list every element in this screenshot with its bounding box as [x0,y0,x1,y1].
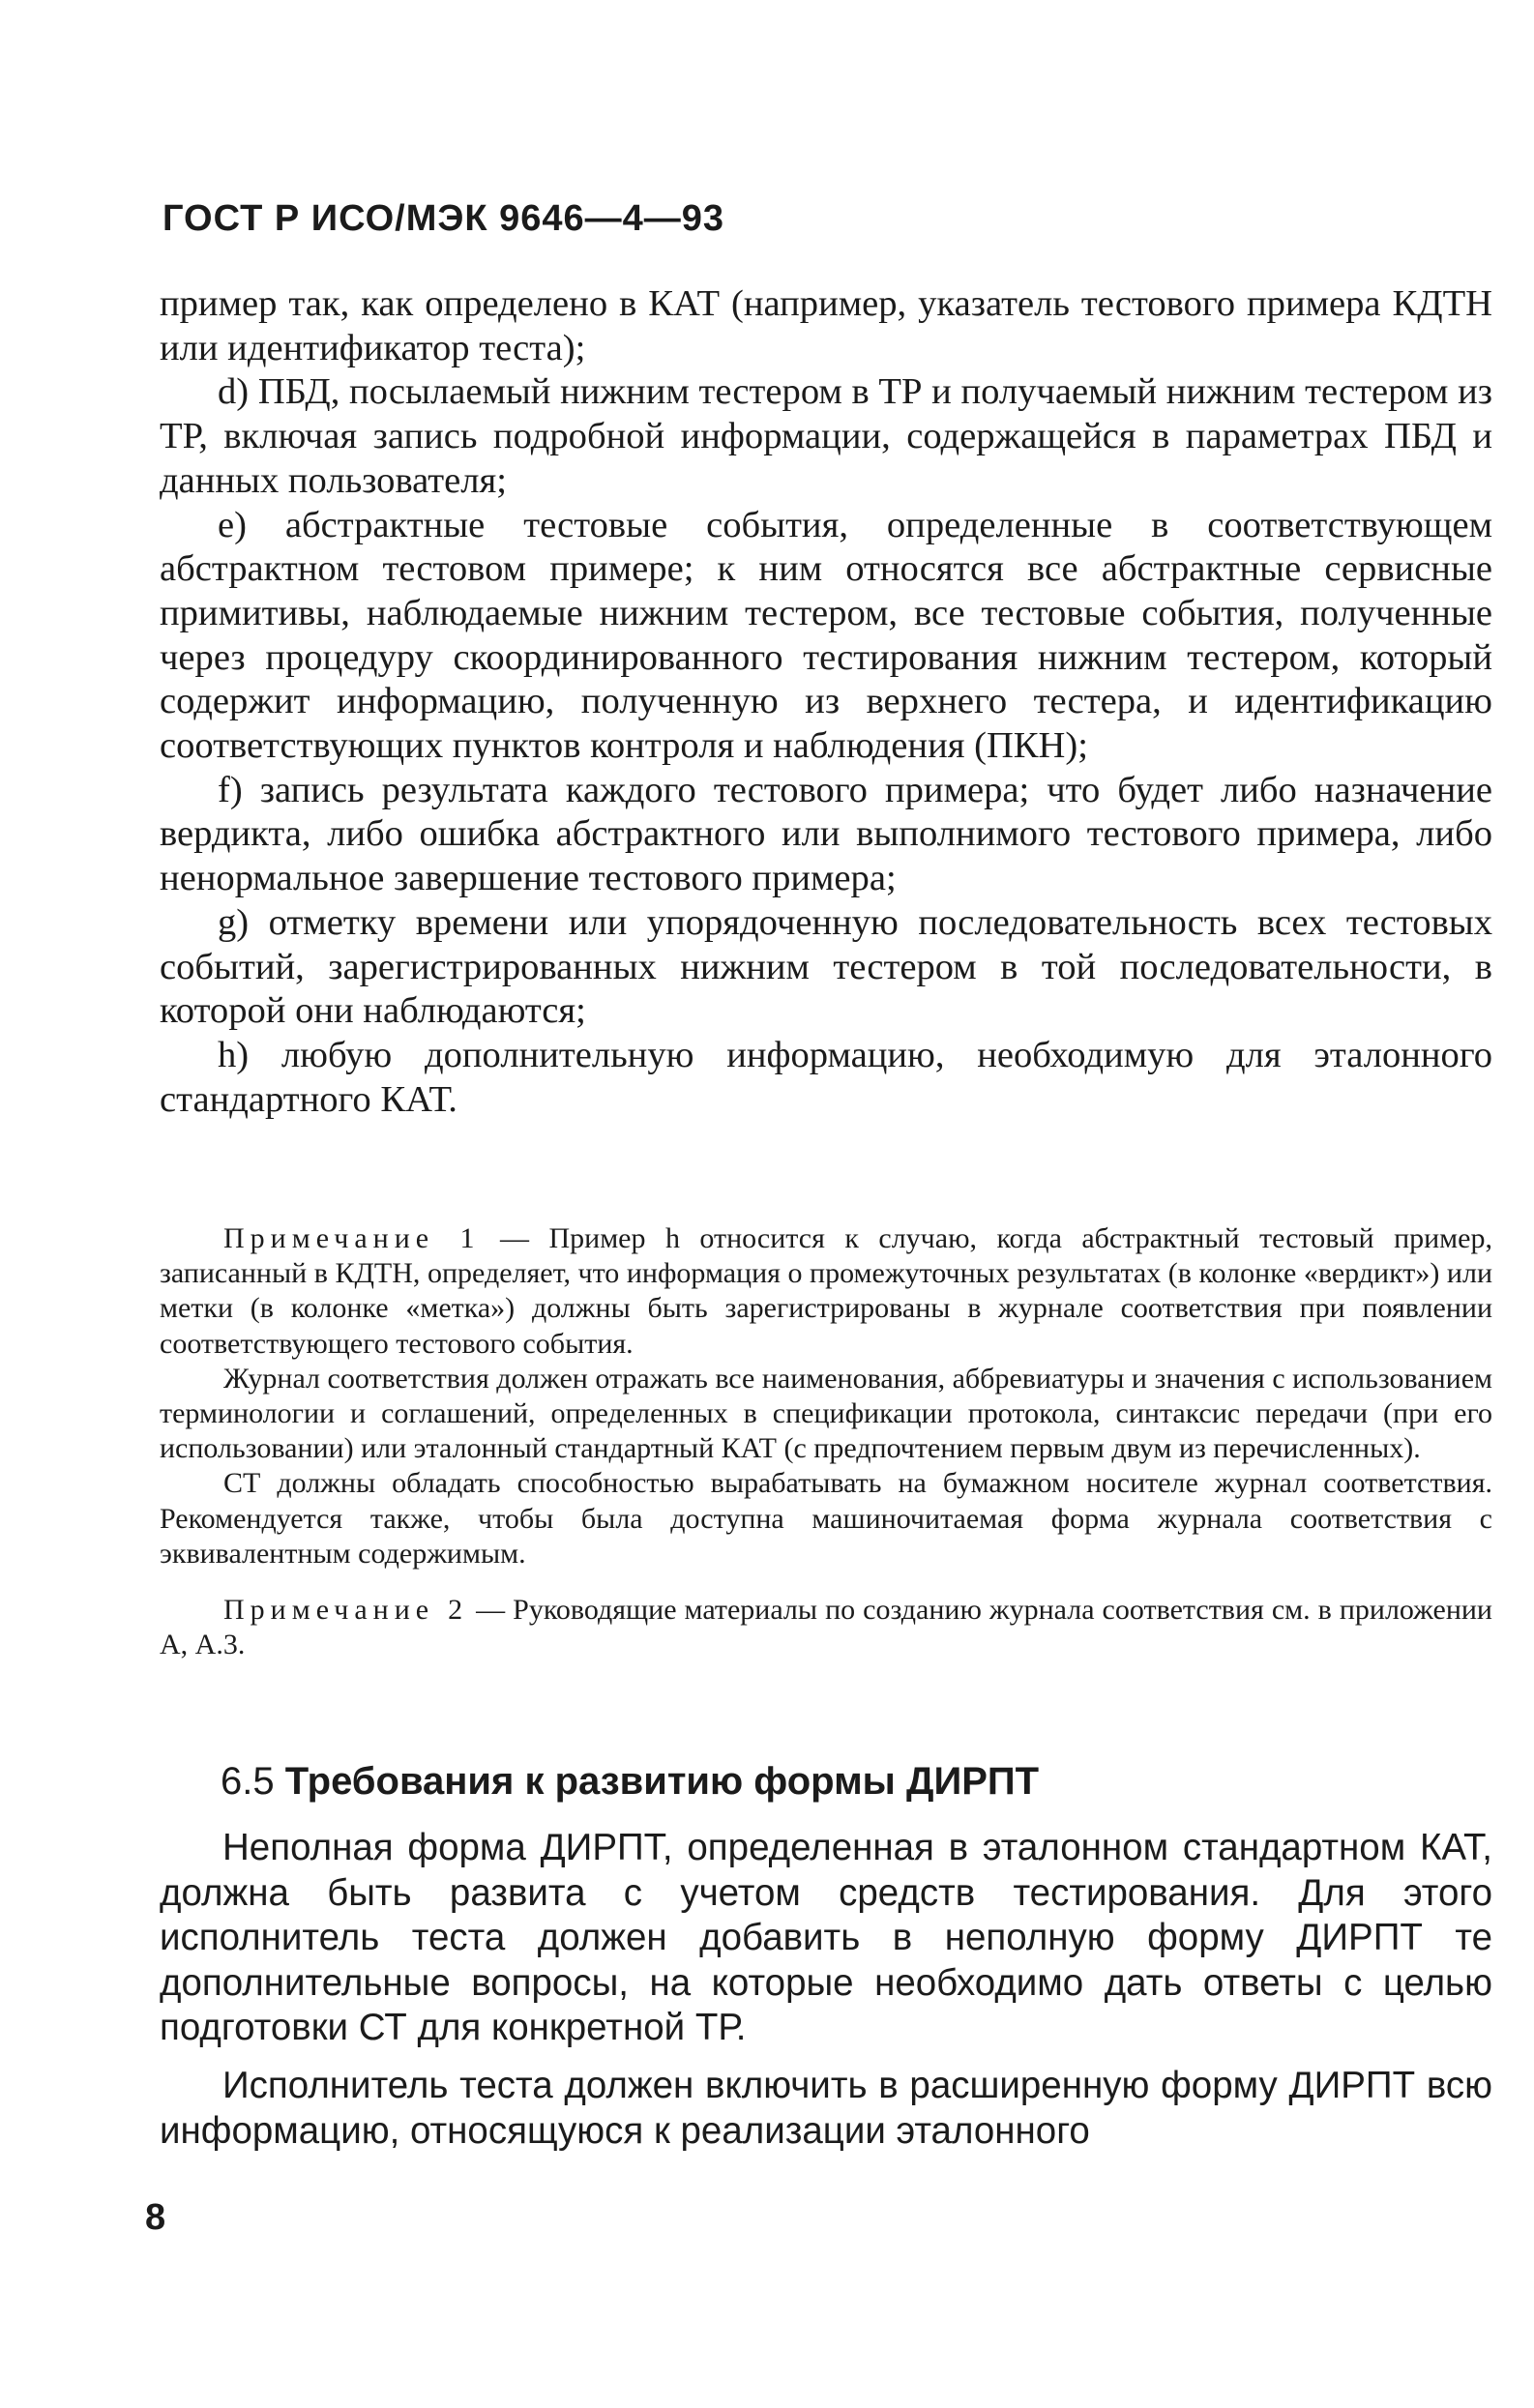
list-item-d: d) ПБД, посылаемый нижним тестером в ТР и получаемый нижним тестером из ТР, включая запись подробной информации, содержащейся в параметрах ПБД и данных пользователя; [160,371,1492,501]
note-2-label: Примечание 2 [223,1594,469,1627]
list-item-e: e) абстрактные тестовые события, определенные в соответствующем абстрактном тестовом примере; к ним относятся все абстрактные сервисные примитивы, наблюдаемые нижним тестером, все тестовые события, полученные через процедуру скоординированного тестирования нижним тестером, который содержит информацию, полученную из верхнего тестера, и идентификацию соответствующих пунктов контроля и наблюдения (ПКН); [160,504,1492,767]
main-text [160,282,1492,1122]
note-1-text: — Пример h относится к случаю, когда абстрактный тестовый пример, записанный в КДТН, определяет, что информация о промежуточных результатах (в колонке «вердикт») или метки (в колонке «метка») должны быть зарегистрированы в журнале соответствия при появлении соответствующего тестового события. [160,1222,1492,1360]
section-paragraph-2: Исполнитель теста должен включить в расширенную форму ДИРПТ всю информацию, относящуюся к реализации эталонного [160,2064,1492,2152]
note-1 [160,1221,1492,1362]
section-heading [221,1760,1039,1804]
note-paragraph-journal: Журнал соответствия должен отражать все наименования, аббревиатуры и значения с использованием терминологии и соглашений, определенных в спецификации протокола, синтаксис передачи (при его использовании) или эталонный стандартный КАТ (с предпочтением первым двум из перечисленных). [160,1362,1492,1465]
section-number: 6.5 [221,1760,275,1803]
note-2 [160,1593,1492,1662]
section-paragraph-1: Неполная форма ДИРПТ, определенная в эталонном стандартном КАТ, должна быть развита с учетом средств тестирования. Для этого исполнитель теста должен добавить в неполную форму ДИРПТ те дополнительные вопросы, на которые необходимо дать ответы с целью подготовки СТ для конкретной ТР. [160,1827,1492,2049]
continuation-paragraph: пример так, как определено в КАТ (например, указатель тестового примера КДТН или идентификатор теста); [160,283,1492,368]
note-paragraph-st: СТ должны обладать способностью вырабатывать на бумажном носителе журнал соответствия. Рекомендуется также, чтобы была доступна машиночитаемая форма журнала соответствия с эквивалентным содержимым. [160,1467,1492,1570]
page-header: ГОСТ Р ИСО/МЭК 9646—4—93 [162,198,725,239]
note-1-label: Примечание 1 [223,1222,481,1254]
list-item-g: g) отметку времени или упорядоченную последовательность всех тестовых событий, зарегистрированных нижним тестером в той последовательности, в которой они наблюдаются; [160,901,1492,1032]
list-item-f: f) запись результата каждого тестового примера; что будет либо назначение вердикта, либо ошибка абстрактного или выполнимого тестового примера, либо ненормальное завершение тестового примера; [160,769,1492,899]
note-2-text: — Руководящие материалы по созданию журнала соответствия см. в приложении А, А.3. [160,1594,1492,1661]
section-text [160,1826,1492,2154]
list-item-h: h) любую дополнительную информацию, необходимую для эталонного стандартного КАТ. [160,1034,1492,1120]
notes-block [160,1221,1492,1662]
section-title: Требования к развитию формы ДИРПТ [284,1760,1040,1803]
page-number: 8 [145,2197,166,2238]
